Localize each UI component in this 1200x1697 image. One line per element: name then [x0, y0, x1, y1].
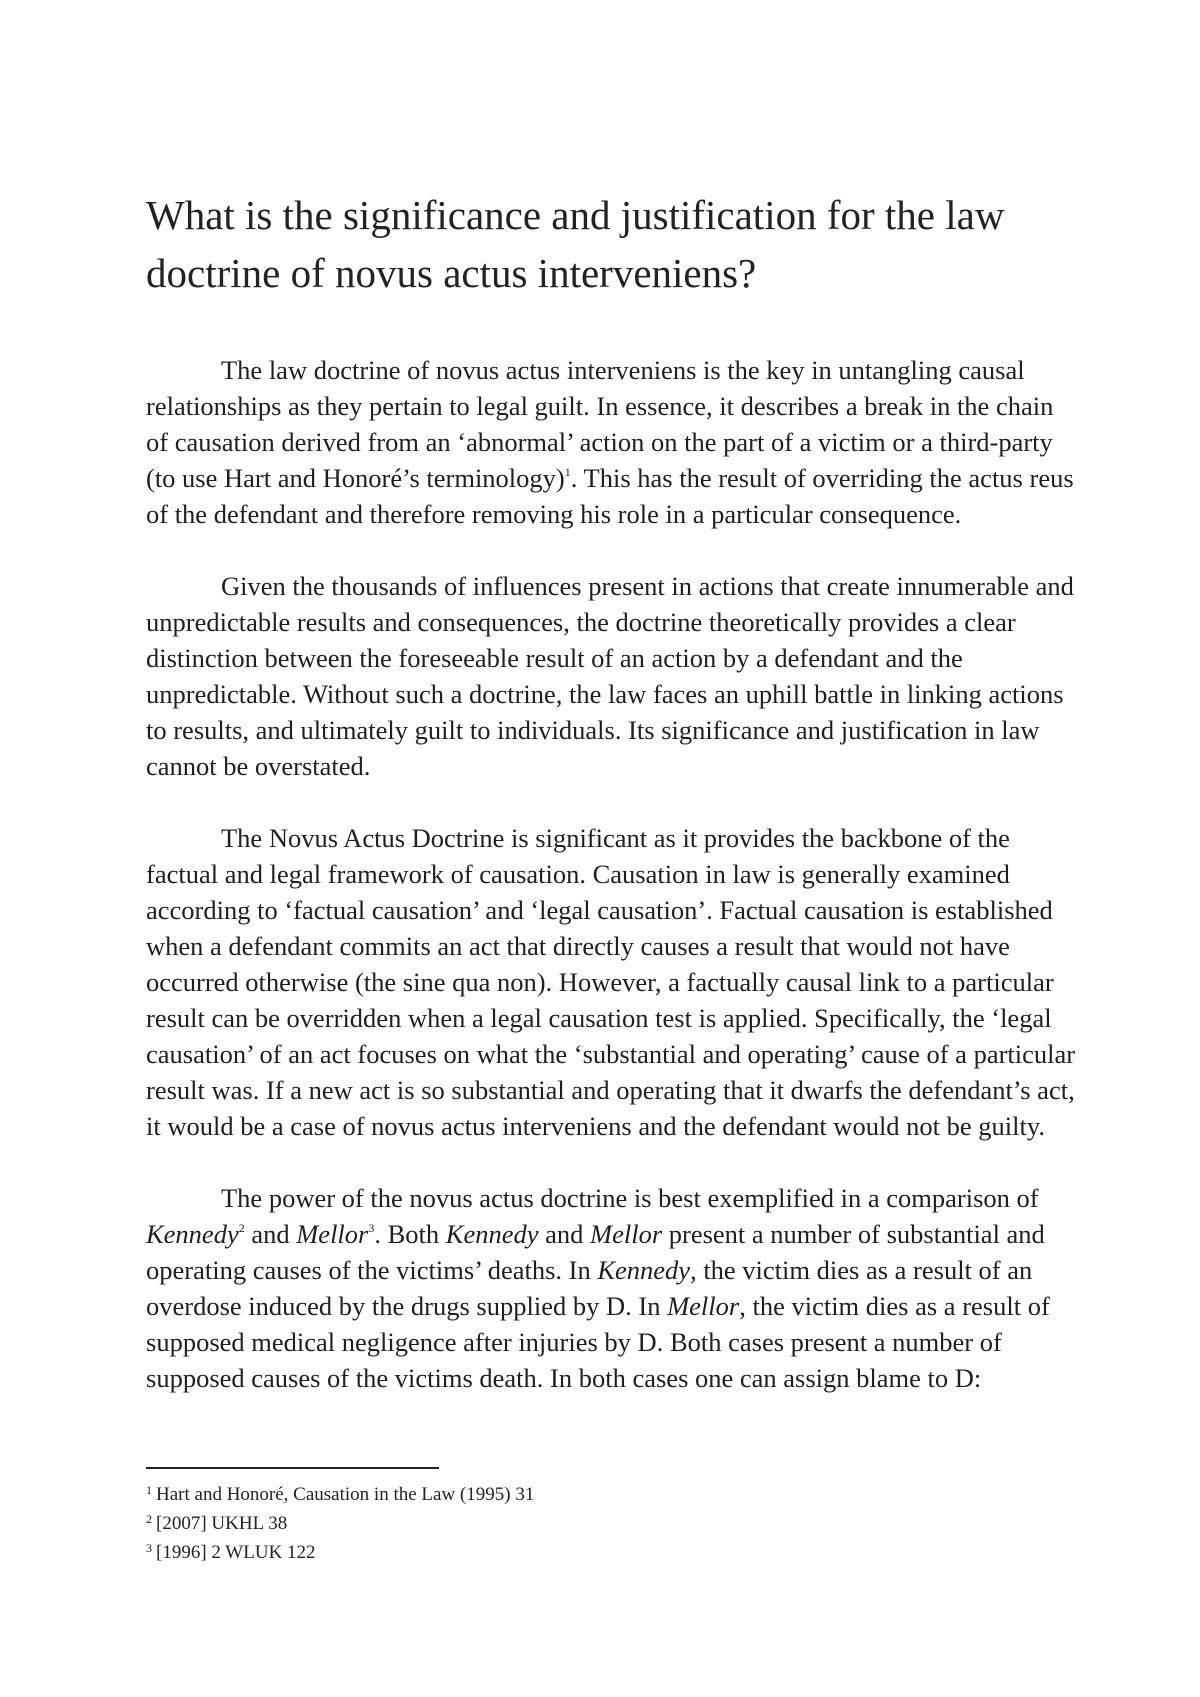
case-name-kennedy: Kennedy: [597, 1255, 691, 1285]
paragraph-2: Given the thousands of influences present in actions that create innumerable and unpredictable results and consequences, the doctrine theoretically provides a clear distinction between the foreseeable result of an action by a defendant and the unpredictable. Without such a doctrine, the law faces an uphill battle in linking actions to results, and ultimately guilt to individuals. Its significance and justification in law cannot be overstated.: [146, 571, 1074, 781]
body-text: [146, 352, 1076, 1396]
paragraph-4-text: and: [244, 1219, 297, 1249]
footnote-text: [1996] 2 WLUK 122: [156, 1542, 316, 1563]
case-name-mellor: Mellor: [590, 1219, 663, 1249]
footnote-2: [146, 1507, 1076, 1536]
paragraph-4-text: The power of the novus actus doctrine is best exemplified in a comparison of: [221, 1183, 1039, 1213]
document-page: [146, 0, 1076, 1697]
footnote-ref-2: 2: [238, 1221, 245, 1235]
paragraph-4-text: present a number of substantial and operating causes of the victims’ deaths. In: [146, 1219, 1045, 1285]
footnote-3: [146, 1536, 1076, 1565]
paragraph-4: [146, 1180, 1076, 1396]
footnote-ref-1: 1: [564, 465, 571, 479]
footnotes: [146, 1478, 1076, 1565]
paragraph-3: The Novus Actus Doctrine is significant as it provides the backbone of the factual and legal framework of causation. Causation in law is generally examined according to ‘factual causation’ and ‘legal causation’. Factual causation is established when a defendant commits an act that directly causes a result that would not have occurred otherwise (the sine qua non). However, a factually causal link to a particular result can be overridden when a legal causation test is applied. Specifically, the ‘legal causation’ of an act focuses on what the ‘substantial and operating’ cause of a particular result was. If a new act is so substantial and operating that it dwarfs the defendant’s act, it would be a case of novus actus interveniens and the defendant would not be guilty.: [146, 823, 1076, 1141]
case-name-kennedy: Kennedy: [445, 1219, 539, 1249]
case-name-mellor: Mellor: [667, 1291, 740, 1321]
footnote-1: [146, 1478, 1076, 1507]
footnote-ref-3: 3: [368, 1221, 375, 1235]
case-name-kennedy: Kennedy: [146, 1219, 239, 1249]
paragraph-1-text-a: The law doctrine of novus actus interveniens is the key in untangling causal relationships as they pertain to legal guilt. In essence, it describes a break in the chain of causation derived from an ‘abnormal’ action on the part of a victim or a third-party (to use Hart and Honoré’s terminology): [146, 355, 1054, 493]
paragraph-4-text: , the victim dies as a result of supposed medical negligence after injuries by D. Both cases present a number of supposed causes of the victims death. In both cases one can assign blame to D:: [146, 1291, 1050, 1393]
footnote-separator: [146, 1467, 439, 1469]
paragraph-4-text: . Both: [374, 1219, 446, 1249]
paragraph-1: [146, 352, 1076, 532]
paragraph-1-text-b: . This has the result of overriding the actus reus of the defendant and therefore removing his role in a particular consequence.: [146, 463, 1074, 529]
footnote-text: [2007] UKHL 38: [156, 1513, 288, 1534]
case-name-mellor: Mellor: [296, 1219, 369, 1249]
document-title: What is the significance and justification for the law doctrine of novus actus interveniens?: [146, 192, 1005, 296]
footnote-text: Hart and Honoré, Causation in the Law (1995) 31: [156, 1484, 535, 1505]
footnote-number: 3: [146, 1541, 152, 1555]
paragraph-4-text: , the victim dies as a result of an overdose induced by the drugs supplied by D. In: [146, 1255, 1033, 1321]
footnote-number: 2: [146, 1512, 152, 1526]
paragraph-4-text: and: [538, 1219, 591, 1249]
footnote-number: 1: [146, 1483, 152, 1497]
